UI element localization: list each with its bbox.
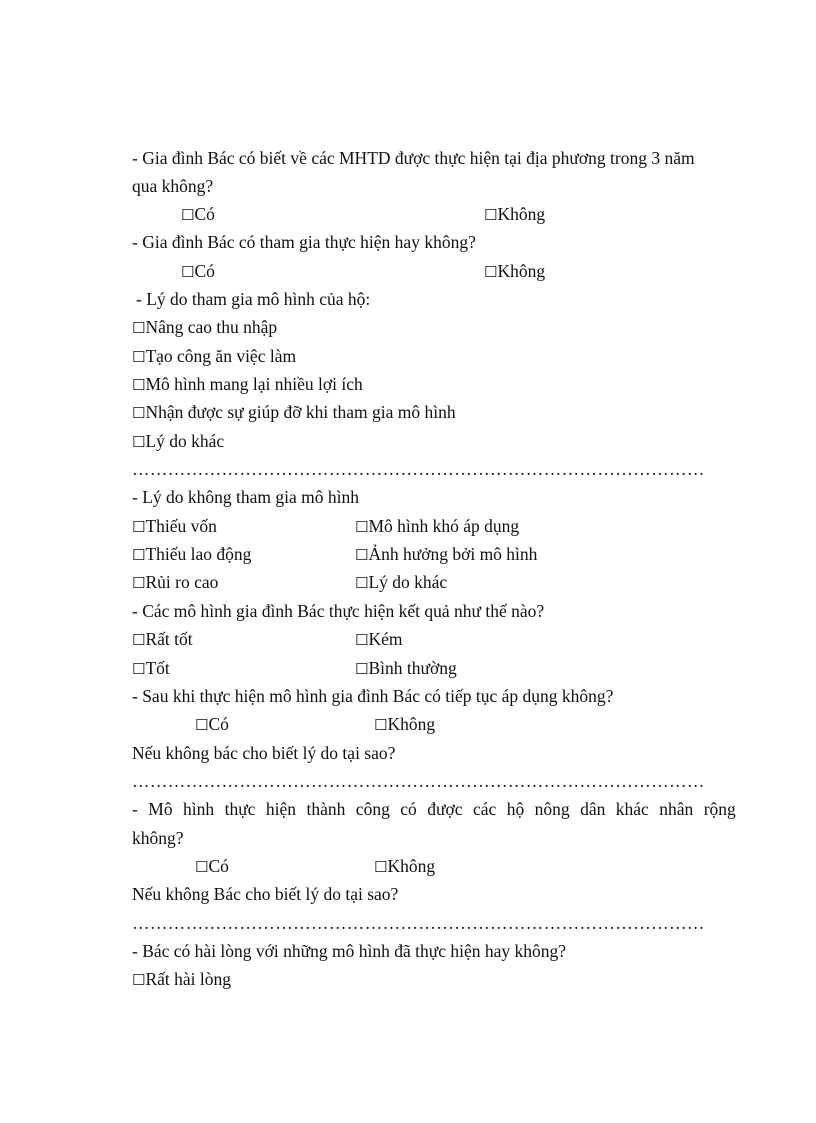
q4-question: - Lý do không tham gia mô hình: [132, 487, 359, 507]
q6-question: - Sau khi thực hiện mô hình gia đình Bác có tiếp tục áp dụng không?: [132, 686, 614, 706]
q2-option-no[interactable]: [484, 260, 545, 283]
checkbox-icon[interactable]: ☐: [132, 546, 146, 564]
checkbox-icon[interactable]: ☐: [181, 263, 195, 281]
q8-question: - Bác có hài lòng với những mô hình đã thực hiện hay không?: [132, 941, 567, 961]
q2-question: - Gia đình Bác có tham gia thực hiện hay không?: [132, 232, 476, 252]
option-label: Rất tốt: [145, 629, 193, 649]
q7-word: dân: [580, 799, 606, 819]
option-label: Có: [194, 204, 215, 224]
q4-option[interactable]: [355, 515, 519, 538]
q4-option[interactable]: [355, 571, 447, 594]
q7-word: công: [355, 799, 390, 819]
q7-word: được: [427, 799, 463, 819]
q7-word: rộng: [703, 799, 736, 819]
answer-dotted-line[interactable]: ……………………………………………………………………………………: [132, 771, 705, 791]
option-label: Có: [208, 714, 229, 734]
answer-dotted-line[interactable]: ……………………………………………………………………………………: [132, 459, 705, 479]
option-label: Có: [208, 856, 229, 876]
option-label: Có: [194, 261, 215, 281]
q7-followup: Nếu không Bác cho biết lý do tại sao?: [132, 884, 399, 904]
q7-word: các: [472, 799, 497, 819]
q3-option[interactable]: [132, 401, 456, 424]
checkbox-icon[interactable]: ☐: [355, 574, 369, 592]
q7-word: hiện: [265, 799, 297, 819]
checkbox-icon[interactable]: ☐: [355, 518, 369, 536]
q6-followup: Nếu không bác cho biết lý do tại sao?: [132, 743, 396, 763]
q7-word: thành: [306, 799, 346, 819]
option-label: Lý do khác: [368, 572, 448, 592]
checkbox-icon[interactable]: ☐: [132, 660, 146, 678]
q7-word: thực: [224, 799, 256, 819]
option-label: Lý do khác: [145, 431, 225, 451]
checkbox-icon[interactable]: ☐: [132, 404, 146, 422]
checkbox-icon[interactable]: ☐: [484, 263, 498, 281]
q4-option[interactable]: [132, 571, 218, 594]
option-label: Kém: [368, 629, 403, 649]
q7-line2: không?: [132, 828, 184, 848]
checkbox-icon[interactable]: ☐: [132, 574, 146, 592]
option-label: Không: [497, 204, 546, 224]
option-label: Rủi ro cao: [145, 572, 219, 592]
q7-word: Mô: [148, 799, 173, 819]
checkbox-icon[interactable]: ☐: [132, 631, 146, 649]
checkbox-icon[interactable]: ☐: [132, 348, 146, 366]
q1-option-no[interactable]: [484, 203, 545, 226]
checkbox-icon[interactable]: ☐: [132, 971, 146, 989]
q7-word: nhân: [659, 799, 694, 819]
option-label: Không: [387, 714, 436, 734]
q4-option[interactable]: [132, 515, 217, 538]
checkbox-icon[interactable]: ☐: [355, 546, 369, 564]
q7-option-yes[interactable]: [195, 855, 229, 878]
checkbox-icon[interactable]: ☐: [374, 858, 388, 876]
q7-option-no[interactable]: [374, 855, 435, 878]
q1-line1: - Gia đình Bác có biết về các MHTD được thực hiện tại địa phương trong 3 năm: [132, 148, 695, 168]
checkbox-icon[interactable]: ☐: [132, 376, 146, 394]
checkbox-icon[interactable]: ☐: [374, 716, 388, 734]
q4-option[interactable]: [132, 543, 251, 566]
q7-line1: [132, 798, 736, 820]
checkbox-icon[interactable]: ☐: [181, 206, 195, 224]
option-label: Nâng cao thu nhập: [145, 317, 278, 337]
checkbox-icon[interactable]: ☐: [195, 858, 209, 876]
q1-line2: qua không?: [132, 176, 214, 196]
q7-word: -: [132, 799, 138, 819]
option-label: Tốt: [145, 658, 170, 678]
q3-option[interactable]: [132, 430, 224, 453]
q4-option[interactable]: [355, 543, 537, 566]
q7-word: hình: [183, 799, 215, 819]
checkbox-icon[interactable]: ☐: [484, 206, 498, 224]
q6-option-yes[interactable]: [195, 713, 229, 736]
option-label: Rất hài lòng: [145, 969, 231, 989]
q7-word: hộ: [506, 799, 525, 819]
q2-option-yes[interactable]: [181, 260, 215, 283]
checkbox-icon[interactable]: ☐: [132, 319, 146, 337]
option-label: Mô hình mang lại nhiều lợi ích: [145, 374, 363, 394]
checkbox-icon[interactable]: ☐: [132, 433, 146, 451]
q5-option[interactable]: [355, 628, 402, 651]
checkbox-icon[interactable]: ☐: [132, 518, 146, 536]
q3-option[interactable]: [132, 345, 296, 368]
checkbox-icon[interactable]: ☐: [355, 631, 369, 649]
q5-option[interactable]: [132, 628, 193, 651]
option-label: Nhận được sự giúp đỡ khi tham gia mô hình: [145, 402, 456, 422]
answer-dotted-line[interactable]: ……………………………………………………………………………………: [132, 913, 705, 933]
option-label: Tạo công ăn việc làm: [145, 346, 297, 366]
q1-option-yes[interactable]: [181, 203, 215, 226]
q8-option[interactable]: [132, 968, 231, 991]
q6-option-no[interactable]: [374, 713, 435, 736]
q3-question: - Lý do tham gia mô hình của hộ:: [136, 289, 371, 309]
option-label: Thiếu vốn: [145, 516, 217, 536]
q3-option[interactable]: [132, 316, 277, 339]
q7-word: khác: [615, 799, 649, 819]
option-label: Bình thường: [368, 658, 457, 678]
q7-word: có: [400, 799, 417, 819]
q3-option[interactable]: [132, 373, 363, 396]
option-label: Mô hình khó áp dụng: [368, 516, 520, 536]
option-label: Không: [497, 261, 546, 281]
q5-option[interactable]: [355, 657, 457, 680]
q5-option[interactable]: [132, 657, 170, 680]
q7-word: nông: [534, 799, 570, 819]
q5-question: - Các mô hình gia đình Bác thực hiện kết quả như thế nào?: [132, 601, 545, 621]
option-label: Không: [387, 856, 436, 876]
checkbox-icon[interactable]: ☐: [355, 660, 369, 678]
option-label: Thiếu lao động: [145, 544, 252, 564]
checkbox-icon[interactable]: ☐: [195, 716, 209, 734]
option-label: Ảnh hưởng bởi mô hình: [368, 544, 538, 564]
